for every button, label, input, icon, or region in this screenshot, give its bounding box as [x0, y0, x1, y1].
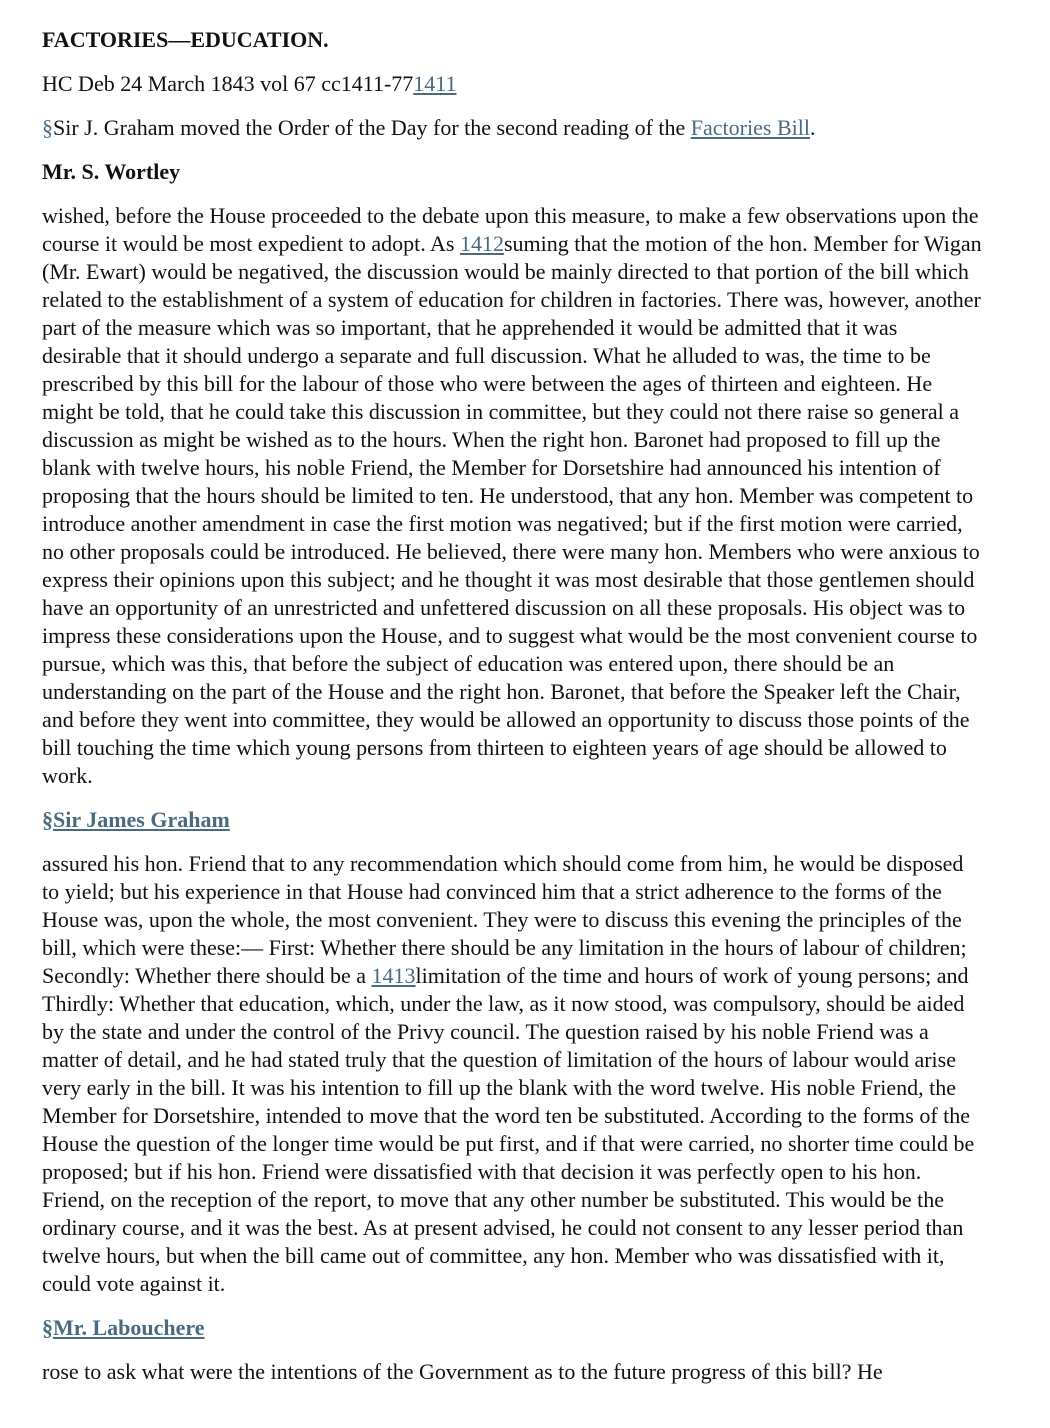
column-link-1413[interactable]: 1413 [371, 963, 416, 988]
speaker-link-sir-james-graham[interactable]: Sir James Graham [53, 807, 230, 832]
reference-text: HC Deb 24 March 1843 vol 67 cc1411-77 [42, 71, 414, 96]
speech-body [42, 202, 982, 790]
speech-text: suming that the motion of the hon. Member for Wigan (Mr. Ewart) would be negatived, the discussion would be mainly directed to that portion of the bill which related to the establishment of a system of education for children in factories. There was, however, another part of the measure which was so important, that he apprehended it would be admitted that it was desirable that it should undergo a separate and full discussion. What he alluded to was, the time to be prescribed by this bill for the labour of those who were between the ages of thirteen and eighteen. He might be told, that he could take this discussion in committee, but they could not there raise so general a discussion as might be wished as to the hours. When the right hon. Baronet had proposed to fill up the blank with twelve hours, his noble Friend, the Member for Dorsetshire had announced his intention of proposing that the hours should be limited to ten. He understood, that any hon. Member was competent to introduce another amendment in case the first motion was negatived; but if the first motion were carried, no other proposals could be introduced. He believed, there were many hon. Members who were anxious to express their opinions upon this subject; and he thought it was most desirable that those gentlemen should have an opportunity of an unrestricted and unfettered discussion on all these proposals. His object was to impress these considerations upon the House, and to suggest what would be the most convenient course to pursue, which was this, that before the subject of education was entered upon, there should be an understanding on the part of the House and the right hon. Baronet, that before the Speaker left the Chair, and before they went into committee, they would be allowed an opportunity to discuss those points of the bill touching the time which young persons from thirteen to eighteen years of age should be allowed to work. [42, 231, 982, 788]
section-mark: § [42, 807, 53, 832]
motion-paragraph [42, 114, 982, 142]
speech-body [42, 1358, 982, 1386]
speech-text: limitation of the time and hours of work of young persons; and Thirdly: Whether that education, which, under the law, as it now stood, was compulsory, should be aided by the state and under the control of the Privy council. The question raised by his noble Friend was a matter of detail, and he had stated truly that the question of limitation of the hours of labour would arise very early in the bill. It was his intention to fill up the blank with the word twelve. His noble Friend, the Member for Dorsetshire, intended to move that the word ten be substituted. According to the forms of the House the question of the longer time would be put first, and if that were carried, no shorter time could be proposed; but if his hon. Friend were dissatisfied with that decision it was perfectly open to his hon. Friend, on the reception of the report, to move that any other number be substituted. This would be the ordinary course, and it was the best. As at present advised, he could not consent to any lesser period than twelve hours, but when the bill came out of committee, any hon. Member who was dissatisfied with it, could vote against it. [42, 963, 975, 1296]
motion-end: . [809, 115, 816, 140]
speaker-name: Mr. S. Wortley [42, 159, 181, 184]
hansard-page [42, 26, 982, 1402]
section-mark: § [42, 115, 53, 140]
motion-text: Sir J. Graham moved the Order of the Day for the second reading of the [53, 115, 691, 140]
column-link-1411[interactable]: 1411 [413, 71, 457, 96]
column-link-1412[interactable]: 1412 [459, 231, 504, 256]
section-mark: § [42, 1315, 53, 1340]
debate-reference [42, 70, 982, 98]
speech-text: wished, before the House proceeded to the debate upon this measure, to make a few observations upon the course it would be most expedient to adopt. As [42, 203, 979, 256]
page-title: FACTORIES—EDUCATION. [42, 27, 329, 52]
speech-text: rose to ask what were the intentions of the Government as to the future progress of this bill? He [42, 1359, 883, 1384]
speaker-heading [42, 806, 982, 834]
factories-bill-link[interactable]: Factories Bill [690, 115, 810, 140]
speech-text: assured his hon. Friend that to any recommendation which should come from him, he would be disposed to yield; but his experience in that House had convinced him that a strict adherence to the forms of the House was, upon the whole, the most convenient. They were to discuss this evening the principles of the bill, which were these:— First: Whether there should be any limitation in the hours of labour of children; Secondly: Whether there should be a [42, 851, 967, 988]
speaker-link-mr-labouchere[interactable]: Mr. Labouchere [53, 1315, 205, 1340]
speech-body [42, 850, 982, 1298]
speaker-heading [42, 1314, 982, 1342]
